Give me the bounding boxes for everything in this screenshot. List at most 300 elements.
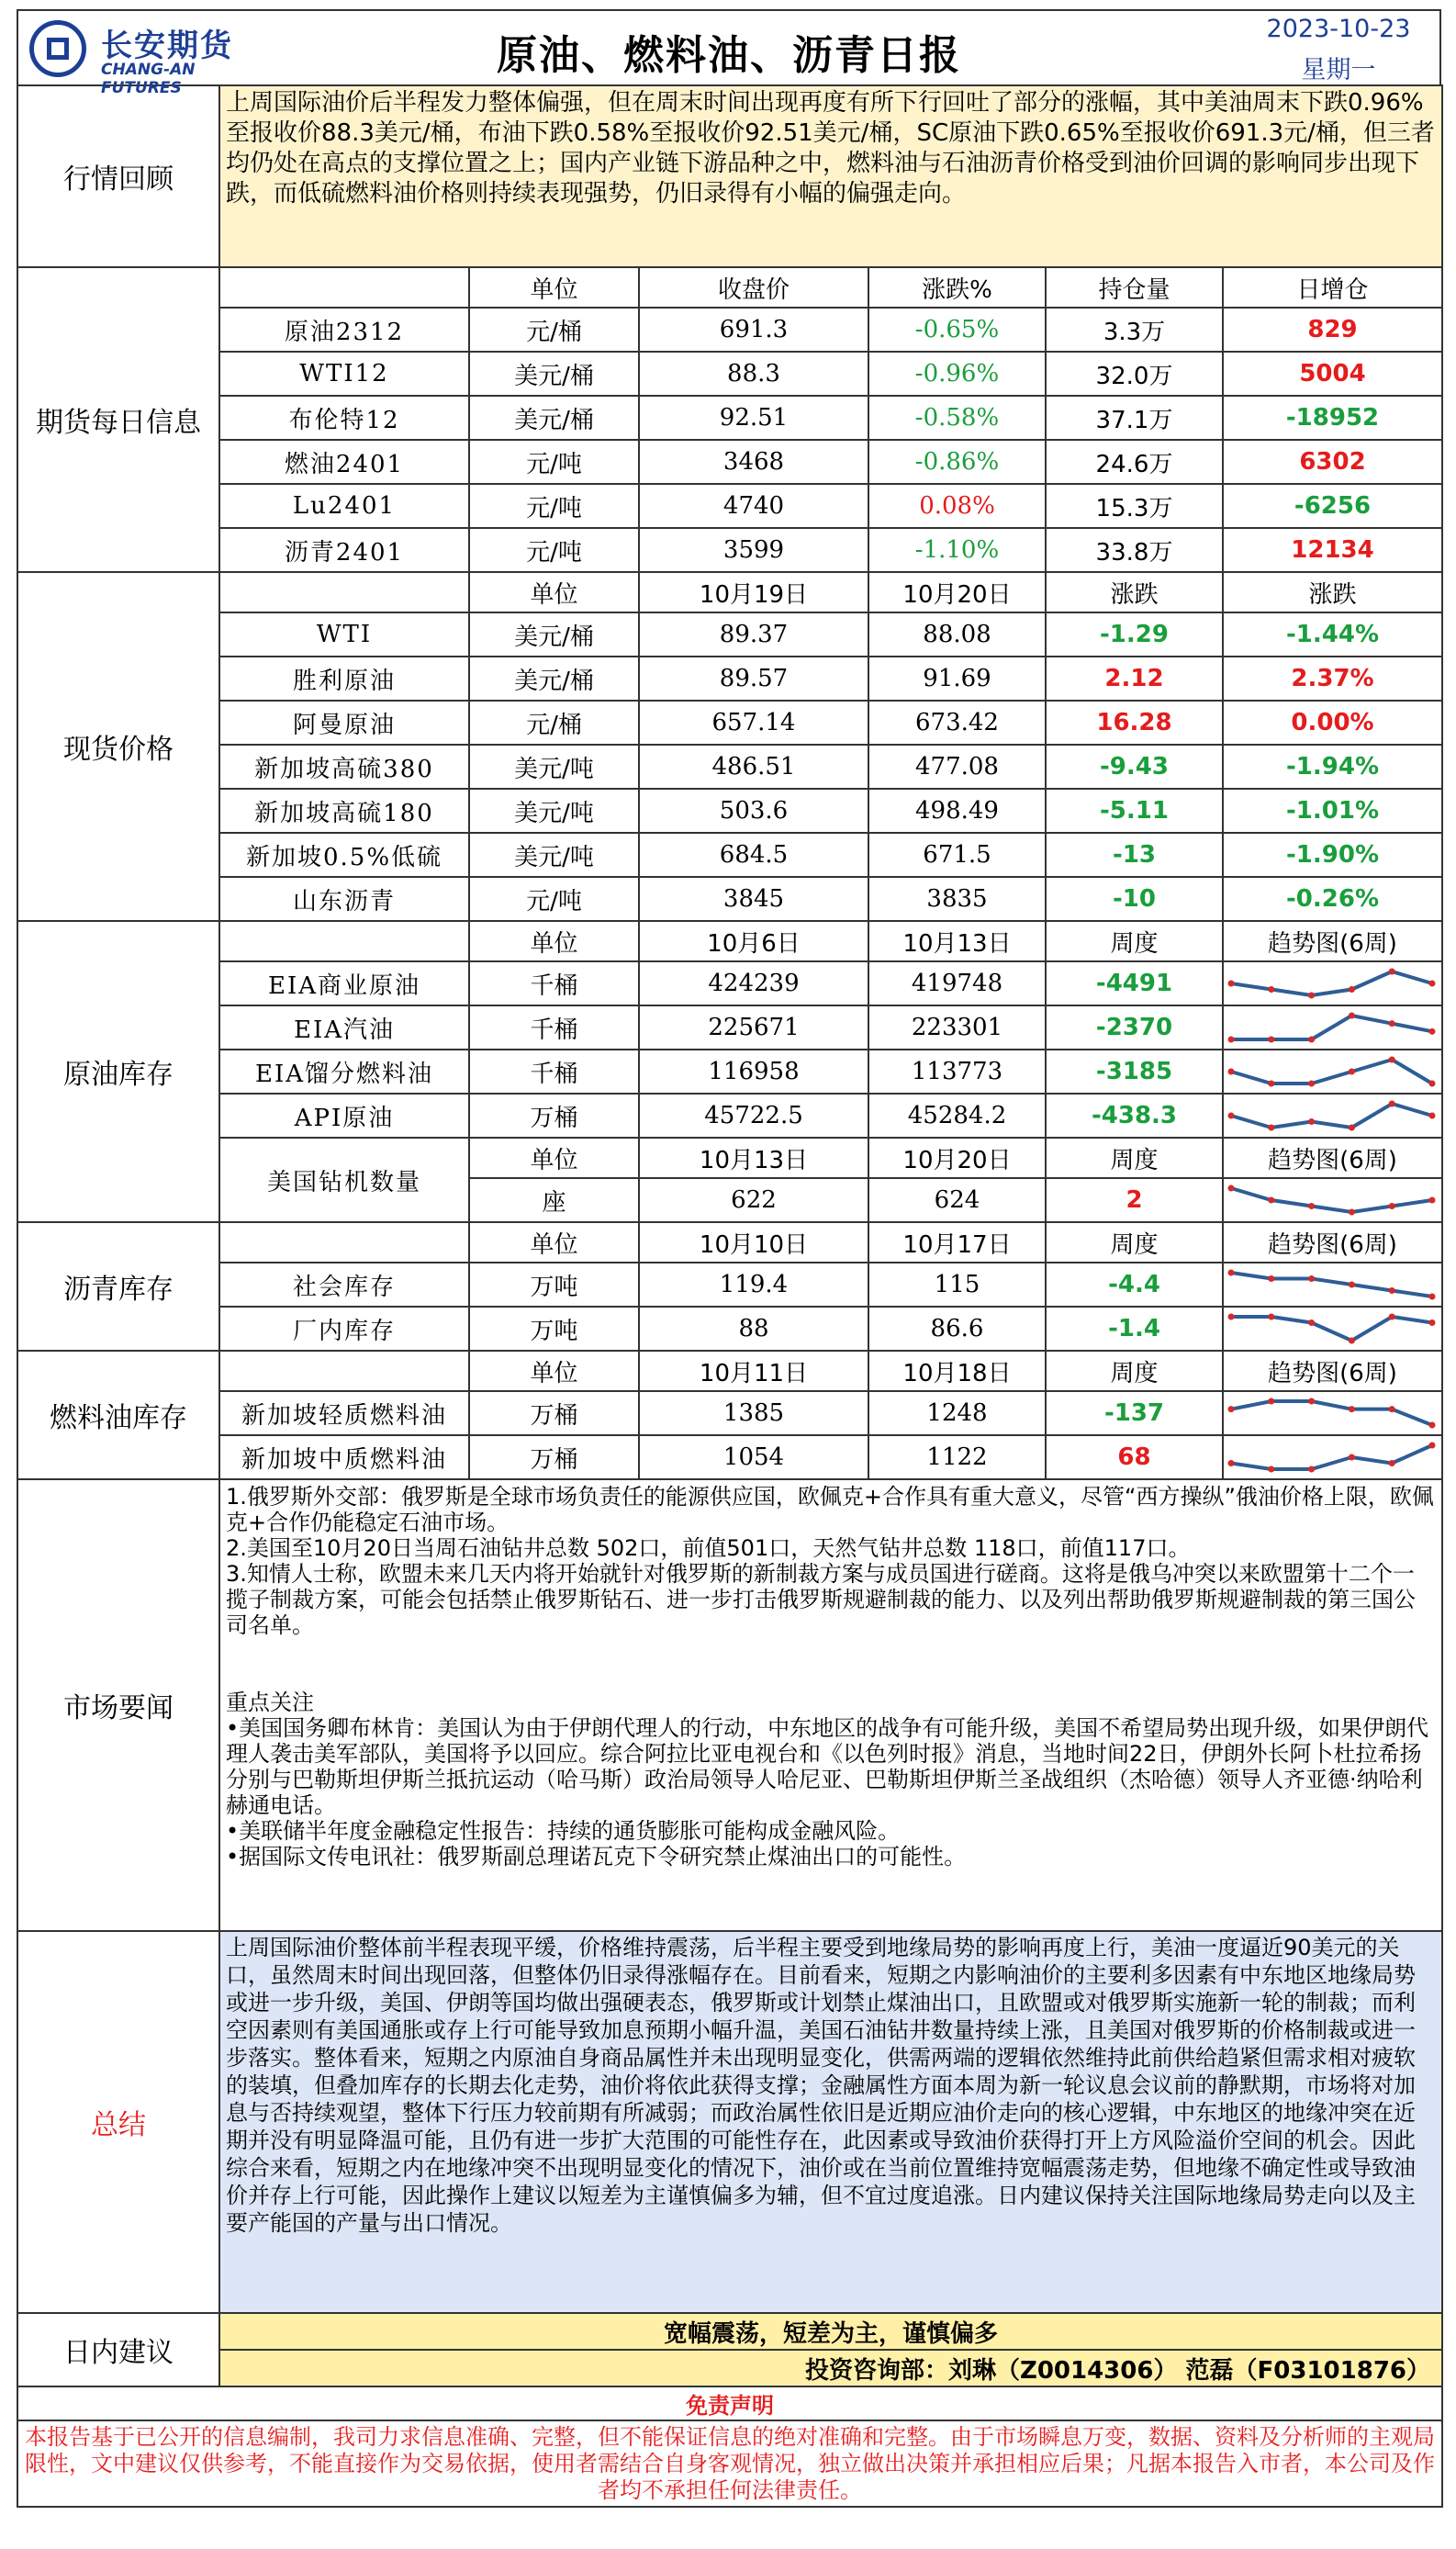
trend-point	[1349, 986, 1355, 993]
futures-open-interest: 37.1万	[1046, 396, 1223, 440]
rig-value-2: 624	[868, 1178, 1046, 1222]
table-row	[17, 528, 1442, 572]
trend-line	[1231, 1016, 1432, 1039]
spot-name: 山东沥青	[219, 877, 469, 921]
rig-trend-cell	[1223, 1178, 1442, 1222]
inventory-unit: 万桶	[469, 1094, 639, 1138]
table-row	[17, 2350, 1442, 2386]
column-header: 趋势图(6周)	[1223, 1138, 1442, 1178]
company-name-cn: 长安期货	[101, 28, 233, 64]
spot-name: 新加坡高硫380	[219, 745, 469, 789]
trend-point	[1389, 1287, 1395, 1294]
trend-point	[1268, 1314, 1274, 1320]
table-row	[17, 1391, 1442, 1435]
futures-daily-increase: 12134	[1223, 528, 1442, 572]
futures-daily-increase: 5004	[1223, 352, 1442, 396]
inventory-value-1: 424239	[639, 961, 868, 1005]
column-header: 涨跌	[1046, 572, 1223, 612]
spot-unit: 美元/吨	[469, 789, 639, 833]
inventory-value-2: 45284.2	[868, 1094, 1046, 1138]
trend-point	[1349, 1125, 1355, 1131]
futures-unit: 元/吨	[469, 484, 639, 528]
trend-point	[1308, 1203, 1315, 1209]
trend-point	[1268, 1197, 1274, 1204]
spot-price-day1: 657.14	[639, 701, 868, 745]
rig-count-name: 美国钻机数量	[219, 1138, 469, 1222]
news-item: 3.知情人士称，欧盟未来几天内将开始就针对俄罗斯的新制裁方案与成员国进行磋商。这将是俄乌冲突以来欧盟第十二个一揽子制裁方案，可能会包括禁止俄罗斯钻石、进一步打击俄罗斯规避制裁的能力、以及列出帮助俄罗斯规避制裁的第三国公司名单。	[226, 1561, 1416, 1638]
futures-name: 沥青2401	[219, 528, 469, 572]
inventory-weekly-change: -2370	[1046, 1005, 1223, 1050]
table-row	[17, 1351, 1442, 1391]
column-header: 单位	[469, 921, 639, 961]
table-row	[17, 1479, 1442, 1931]
spot-price-day1: 89.37	[639, 612, 868, 657]
spot-change: 2.12	[1046, 657, 1223, 701]
spot-change-pct: 2.37%	[1223, 657, 1442, 701]
report-title: 原油、燃料油、沥青日报	[497, 32, 961, 79]
inventory-value-2: 113773	[868, 1050, 1046, 1094]
trend-point	[1228, 1069, 1235, 1075]
trend-point	[1429, 981, 1436, 987]
trend-point	[1349, 1338, 1355, 1344]
trend-sparkline	[1224, 1181, 1439, 1219]
inventory-trend-cell	[1223, 1391, 1442, 1435]
section-label-fuel-inventory: 燃料油库存	[17, 1351, 219, 1479]
table-row	[17, 833, 1442, 877]
inventory-value-1: 116958	[639, 1050, 868, 1094]
trend-line	[1231, 971, 1432, 995]
table-row	[17, 2313, 1442, 2350]
trend-point	[1228, 1314, 1235, 1320]
trend-point	[1308, 1319, 1315, 1326]
inventory-weekly-change: -3185	[1046, 1050, 1223, 1094]
futures-daily-increase: 829	[1223, 308, 1442, 352]
disclaimer-text: 本报告基于已公开的信息编制，我司力求信息准确、完整，但不能保证信息的绝对准确和完整。由于市场瞬息万变，数据、资料及分析师的主观局限性，文中建议仅供参考，不能直接作为交易依据，使用者需结合自身客观情况，独立做出决策并承担相应后果；凡据本报告入市者，本公司及作者均不承担任何法律责任。	[17, 2420, 1442, 2507]
trend-line	[1231, 1188, 1432, 1212]
report-weekday: 星期一	[1301, 56, 1376, 84]
column-header: 周度	[1046, 921, 1223, 961]
inventory-unit: 千桶	[469, 1050, 639, 1094]
header-blank	[219, 267, 469, 308]
trend-point	[1308, 1037, 1315, 1043]
column-header: 趋势图(6周)	[1223, 1351, 1442, 1391]
column-header: 周度	[1046, 1222, 1223, 1263]
trend-point	[1389, 1203, 1395, 1209]
inventory-name: 社会库存	[219, 1263, 469, 1307]
spot-unit: 元/桶	[469, 701, 639, 745]
trend-point	[1349, 1282, 1355, 1288]
section-label-futures: 期货每日信息	[17, 267, 219, 572]
trend-point	[1349, 1209, 1355, 1216]
column-header: 单位	[469, 1222, 639, 1263]
rig-weekly-change: 2	[1046, 1178, 1223, 1222]
trend-point	[1389, 1460, 1395, 1466]
trend-point	[1228, 1406, 1235, 1412]
trend-point	[1228, 981, 1235, 987]
spot-price-day2: 671.5	[868, 833, 1046, 877]
inventory-unit: 万吨	[469, 1307, 639, 1351]
trend-point	[1429, 1197, 1436, 1204]
header-blank	[219, 572, 469, 612]
inventory-value-2: 1122	[868, 1435, 1046, 1479]
section-label-crude-inventory: 原油库存	[17, 921, 219, 1222]
table-row	[17, 1222, 1442, 1263]
inventory-trend-cell	[1223, 1435, 1442, 1479]
news-content	[219, 1479, 1442, 1931]
spot-name: 阿曼原油	[219, 701, 469, 745]
trend-point	[1389, 1020, 1395, 1027]
column-header: 10月20日	[868, 572, 1046, 612]
column-header: 10月19日	[639, 572, 868, 612]
column-header: 10月18日	[868, 1351, 1046, 1391]
spot-price-day1: 503.6	[639, 789, 868, 833]
table-row	[17, 85, 1442, 267]
column-header: 持仓量	[1046, 267, 1223, 308]
spot-unit: 美元/桶	[469, 612, 639, 657]
trend-sparkline	[1224, 1096, 1439, 1135]
inventory-trend-cell	[1223, 961, 1442, 1005]
inventory-value-1: 119.4	[639, 1263, 868, 1307]
trend-point	[1268, 1037, 1274, 1043]
inventory-weekly-change: -4491	[1046, 961, 1223, 1005]
trend-sparkline	[1224, 1052, 1439, 1091]
inventory-name: API原油	[219, 1094, 469, 1138]
trend-sparkline	[1224, 1438, 1439, 1477]
spot-price-day2: 477.08	[868, 745, 1046, 789]
section-label-spot: 现货价格	[17, 572, 219, 921]
company-name-en: CHANG-AN FUTURES	[101, 61, 196, 97]
table-row	[17, 1931, 1442, 2313]
futures-close: 3599	[639, 528, 868, 572]
futures-open-interest: 15.3万	[1046, 484, 1223, 528]
table-row	[17, 1263, 1442, 1307]
trend-point	[1308, 1466, 1315, 1473]
trend-point	[1308, 1118, 1315, 1125]
inventory-name: EIA馏分燃料油	[219, 1050, 469, 1094]
futures-unit: 元/吨	[469, 528, 639, 572]
futures-daily-increase: 6302	[1223, 440, 1442, 484]
inventory-value-2: 223301	[868, 1005, 1046, 1050]
futures-name: 燃油2401	[219, 440, 469, 484]
trend-point	[1268, 986, 1274, 993]
trend-point	[1349, 1454, 1355, 1461]
focus-item: •据国际文传电讯社：俄罗斯副总理诺瓦克下令研究禁止煤油出口的可能性。	[226, 1844, 967, 1870]
spot-name: WTI	[219, 612, 469, 657]
spot-change-pct: -1.90%	[1223, 833, 1442, 877]
trend-sparkline	[1224, 1394, 1439, 1432]
column-header: 趋势图(6周)	[1223, 921, 1442, 961]
inventory-trend-cell	[1223, 1094, 1442, 1138]
spot-unit: 美元/吨	[469, 745, 639, 789]
trend-point	[1389, 1406, 1395, 1412]
inventory-value-1: 225671	[639, 1005, 868, 1050]
trend-point	[1268, 1275, 1274, 1282]
column-header: 收盘价	[639, 267, 868, 308]
trend-point	[1228, 1185, 1235, 1192]
inventory-value-2: 86.6	[868, 1307, 1046, 1351]
futures-daily-increase: -18952	[1223, 396, 1442, 440]
inventory-unit: 千桶	[469, 961, 639, 1005]
column-header: 单位	[469, 1138, 639, 1178]
trend-line	[1231, 1104, 1432, 1128]
table-row	[17, 612, 1442, 657]
trend-point	[1228, 1113, 1235, 1119]
section-label-review: 行情回顾	[17, 85, 219, 267]
inventory-value-1: 88	[639, 1307, 868, 1351]
table-row	[17, 267, 1442, 308]
trend-point	[1429, 1422, 1436, 1429]
futures-open-interest: 33.8万	[1046, 528, 1223, 572]
trend-point	[1429, 1113, 1436, 1119]
futures-close: 691.3	[639, 308, 868, 352]
news-gap	[226, 1638, 1436, 1690]
trend-point	[1429, 1443, 1436, 1449]
spot-change-pct: -1.94%	[1223, 745, 1442, 789]
inventory-value-2: 1248	[868, 1391, 1046, 1435]
trend-point	[1349, 1013, 1355, 1019]
trend-point	[1228, 1270, 1235, 1276]
trend-line	[1231, 1401, 1432, 1425]
trend-point	[1308, 1275, 1315, 1282]
inventory-trend-cell	[1223, 1307, 1442, 1351]
header-blank	[219, 1351, 469, 1391]
spot-change: -10	[1046, 877, 1223, 921]
trend-point	[1308, 1398, 1315, 1405]
futures-close: 92.51	[639, 396, 868, 440]
trend-point	[1349, 1406, 1355, 1412]
futures-name: 布伦特12	[219, 396, 469, 440]
column-header: 涨跌%	[868, 267, 1046, 308]
trend-line	[1231, 1273, 1432, 1297]
futures-change-pct: -0.96%	[868, 352, 1046, 396]
column-header: 10月13日	[639, 1138, 868, 1178]
table-row	[17, 1435, 1442, 1479]
column-header: 周度	[1046, 1351, 1223, 1391]
column-header: 单位	[469, 267, 639, 308]
spot-name: 新加坡0.5%低硫	[219, 833, 469, 877]
trend-point	[1268, 1081, 1274, 1087]
trend-point	[1268, 1398, 1274, 1405]
spot-price-day2: 498.49	[868, 789, 1046, 833]
inventory-trend-cell	[1223, 1050, 1442, 1094]
column-header: 趋势图(6周)	[1223, 1222, 1442, 1263]
spot-price-day2: 673.42	[868, 701, 1046, 745]
futures-name: WTI12	[219, 352, 469, 396]
inventory-weekly-change: -4.4	[1046, 1263, 1223, 1307]
futures-change-pct: 0.08%	[868, 484, 1046, 528]
inventory-name: EIA商业原油	[219, 961, 469, 1005]
trend-point	[1268, 1125, 1274, 1131]
table-row	[17, 396, 1442, 440]
header-blank	[219, 1222, 469, 1263]
column-header: 10月13日	[868, 921, 1046, 961]
spot-change-pct: -1.01%	[1223, 789, 1442, 833]
spot-unit: 元/吨	[469, 877, 639, 921]
trend-point	[1389, 1314, 1395, 1320]
spot-price-day2: 88.08	[868, 612, 1046, 657]
inventory-weekly-change: 68	[1046, 1435, 1223, 1479]
inventory-value-1: 1054	[639, 1435, 868, 1479]
header-blank	[219, 921, 469, 961]
inventory-value-1: 45722.5	[639, 1094, 868, 1138]
column-header: 10月17日	[868, 1222, 1046, 1263]
table-row	[17, 701, 1442, 745]
report-table	[17, 84, 1443, 2508]
column-header: 10月10日	[639, 1222, 868, 1263]
table-row	[17, 877, 1442, 921]
trend-sparkline	[1224, 1309, 1439, 1348]
news-item: 1.俄罗斯外交部：俄罗斯是全球市场负责任的能源供应国，欧佩克+合作具有重大意义，尽管“西方操纵”俄油价格上限，欧佩克+合作仍能稳定石油市场。	[226, 1484, 1434, 1535]
spot-change-pct: -0.26%	[1223, 877, 1442, 921]
futures-daily-increase: -6256	[1223, 484, 1442, 528]
trend-point	[1308, 993, 1315, 999]
focus-item: •美国国务卿布林肯：美国认为由于伊朗代理人的行动，中东地区的战争有可能升级，美国不希望局势出现升级，如果伊朗代理人袭击美军部队，美国将予以回应。综合阿拉比亚电视台和《以色列时报》消息，当地时间22日，伊朗外长阿卜杜拉希扬分别与巴勒斯坦伊斯兰抵抗运动（哈马斯）政治局领导人哈尼亚、巴勒斯坦伊斯兰圣战组织（杰哈德）领导人齐亚德·纳哈利赫通电话。	[226, 1715, 1429, 1818]
advice-author: 投资咨询部：刘琳（Z0014306） 范磊（F03101876）	[219, 2350, 1442, 2386]
trend-sparkline	[1224, 1008, 1439, 1047]
news-item: 2.美国至10月20日当周石油钻井总数 502口，前值501口，天然气钻井总数 118口，前值117口。	[226, 1535, 1191, 1561]
trend-point	[1228, 1460, 1235, 1466]
trend-sparkline	[1224, 1265, 1439, 1304]
inventory-value-2: 419748	[868, 961, 1046, 1005]
focus-title: 重点关注	[226, 1690, 314, 1715]
trend-point	[1389, 969, 1395, 975]
spot-name: 胜利原油	[219, 657, 469, 701]
section-label-advice: 日内建议	[17, 2313, 219, 2386]
inventory-value-1: 1385	[639, 1391, 868, 1435]
trend-point	[1429, 1028, 1436, 1035]
spot-change: -13	[1046, 833, 1223, 877]
inventory-name: 厂内库存	[219, 1307, 469, 1351]
inventory-value-2: 115	[868, 1263, 1046, 1307]
column-header: 10月11日	[639, 1351, 868, 1391]
trend-point	[1429, 1294, 1436, 1300]
column-header: 周度	[1046, 1138, 1223, 1178]
summary-text: 上周国际油价整体前半程表现平缓，价格维持震荡，后半程主要受到地缘局势的影响再度上行，美油一度逼近90美元的关口，虽然周末时间出现回落，但整体仍旧录得涨幅存在。目前看来，短期之内影响油价的主要利多因素有中东地区地缘局势或进一步升级，美国、伊朗等国均做出强硬表态，俄罗斯或计划禁止煤油出口，且欧盟或对俄罗斯实施新一轮的制裁；而利空因素则有美国通胀或存上行可能导致加息预期小幅升温，美国石油钻井数量持续上涨，且美国对俄罗斯的价格制裁或进一步落实。整体看来，短期之内原油自身商品属性并未出现明显变化，供需两端的逻辑依然维持此前供给趋紧但需求相对疲软的装填，但叠加库存的长期去化走势，油价将依此获得支撑；金融属性方面本周为新一轮议息会议前的静默期，市场将对加息与否持续观望，整体下行压力较前期有所减弱；而政治属性依旧是近期应油价走向的核心逻辑，中东地区的地缘冲突在近期并没有明显降温可能，且仍有进一步扩大范围的可能性存在，此因素或导致油价获得打开上方风险溢价空间的机会。因此综合来看，短期之内在地缘冲突不出现明显变化的情况下，油价或在当前位置维持宽幅震荡走势，但地缘不确定性或导致油价并存上行可能，因此操作上建议以短差为主谨慎偏多为辅，但不宜过度追涨。日内建议保持关注国际地缘局势走向以及主要产能国的产量与出口情况。	[219, 1931, 1442, 2313]
table-row	[17, 1138, 1442, 1178]
spot-price-day2: 91.69	[868, 657, 1046, 701]
spot-change: 16.28	[1046, 701, 1223, 745]
futures-change-pct: -0.58%	[868, 396, 1046, 440]
table-row	[17, 657, 1442, 701]
spot-unit: 美元/桶	[469, 657, 639, 701]
section-label-summary: 总结	[17, 1931, 219, 2313]
column-header: 10月20日	[868, 1138, 1046, 1178]
spot-change-pct: -1.44%	[1223, 612, 1442, 657]
section-label-asphalt-inventory: 沥青库存	[17, 1222, 219, 1351]
trend-point	[1349, 1069, 1355, 1075]
table-row	[17, 352, 1442, 396]
trend-point	[1389, 1057, 1395, 1063]
trend-line	[1231, 1060, 1432, 1084]
trend-point	[1429, 1081, 1436, 1087]
spot-price-day1: 486.51	[639, 745, 868, 789]
inventory-unit: 万桶	[469, 1435, 639, 1479]
spot-price-day1: 684.5	[639, 833, 868, 877]
inventory-unit: 万桶	[469, 1391, 639, 1435]
column-header: 日增仓	[1223, 267, 1442, 308]
table-row	[17, 440, 1442, 484]
inventory-weekly-change: -1.4	[1046, 1307, 1223, 1351]
inventory-name: 新加坡中质燃料油	[219, 1435, 469, 1479]
table-row	[17, 2420, 1442, 2507]
inventory-name: 新加坡轻质燃料油	[219, 1391, 469, 1435]
trend-point	[1389, 1101, 1395, 1107]
spot-unit: 美元/吨	[469, 833, 639, 877]
inventory-unit: 千桶	[469, 1005, 639, 1050]
trend-point	[1429, 1319, 1436, 1326]
report-header	[17, 9, 1441, 97]
advice-text: 宽幅震荡，短差为主，谨慎偏多	[219, 2313, 1442, 2350]
futures-name: Lu2401	[219, 484, 469, 528]
inventory-weekly-change: -438.3	[1046, 1094, 1223, 1138]
trend-point	[1228, 1037, 1235, 1043]
column-header: 单位	[469, 1351, 639, 1391]
table-row	[17, 308, 1442, 352]
report-date: 2023-10-23	[1266, 15, 1411, 43]
inventory-name: EIA汽油	[219, 1005, 469, 1050]
spot-change: -5.11	[1046, 789, 1223, 833]
futures-unit: 美元/桶	[469, 396, 639, 440]
spot-change: -9.43	[1046, 745, 1223, 789]
inventory-weekly-change: -137	[1046, 1391, 1223, 1435]
disclaimer-title: 免责声明	[17, 2386, 1442, 2420]
trend-line	[1231, 1317, 1432, 1341]
trend-sparkline	[1224, 964, 1439, 1003]
futures-open-interest: 32.0万	[1046, 352, 1223, 396]
trend-point	[1308, 1081, 1315, 1087]
review-text: 上周国际油价后半程发力整体偏强，但在周末时间出现再度有所下行回吐了部分的涨幅，其中美油周末下跌0.96%至报收价88.3美元/桶，布油下跌0.58%至报收价92.51美元/桶，SC原油下跌0.65%至报收价691.3元/桶，但三者均仍处在高点的支撑位置之上；国内产业链下游品种之中，燃料油与石油沥青价格受到油价回调的影响同步出现下跌，而低硫燃料油价格则持续表现强势，仍旧录得有小幅的偏强走向。	[219, 85, 1442, 267]
spot-price-day1: 3845	[639, 877, 868, 921]
futures-change-pct: -0.86%	[868, 440, 1046, 484]
section-label-news: 市场要闻	[17, 1479, 219, 1931]
table-row	[17, 1094, 1442, 1138]
trend-line	[1231, 1445, 1432, 1469]
focus-item: •美联储半年度金融稳定性报告：持续的通货膨胀可能构成金融风险。	[226, 1818, 901, 1844]
rig-unit: 座	[469, 1178, 639, 1222]
futures-open-interest: 3.3万	[1046, 308, 1223, 352]
table-row	[17, 789, 1442, 833]
table-row	[17, 1050, 1442, 1094]
table-row	[17, 921, 1442, 961]
column-header: 10月6日	[639, 921, 868, 961]
table-row	[17, 2386, 1442, 2420]
rig-value-1: 622	[639, 1178, 868, 1222]
futures-change-pct: -0.65%	[868, 308, 1046, 352]
spot-change-pct: 0.00%	[1223, 701, 1442, 745]
table-row	[17, 1005, 1442, 1050]
futures-unit: 元/吨	[469, 440, 639, 484]
table-row	[17, 961, 1442, 1005]
inventory-trend-cell	[1223, 1005, 1442, 1050]
column-header: 单位	[469, 572, 639, 612]
inventory-trend-cell	[1223, 1263, 1442, 1307]
table-row	[17, 745, 1442, 789]
futures-open-interest: 24.6万	[1046, 440, 1223, 484]
futures-close: 3468	[639, 440, 868, 484]
inventory-unit: 万吨	[469, 1263, 639, 1307]
trend-point	[1268, 1466, 1274, 1473]
spot-price-day2: 3835	[868, 877, 1046, 921]
futures-unit: 元/桶	[469, 308, 639, 352]
table-row	[17, 484, 1442, 528]
futures-close: 88.3	[639, 352, 868, 396]
futures-close: 4740	[639, 484, 868, 528]
column-header: 涨跌	[1223, 572, 1442, 612]
spot-change: -1.29	[1046, 612, 1223, 657]
futures-unit: 美元/桶	[469, 352, 639, 396]
spot-price-day1: 89.57	[639, 657, 868, 701]
table-row	[17, 572, 1442, 612]
